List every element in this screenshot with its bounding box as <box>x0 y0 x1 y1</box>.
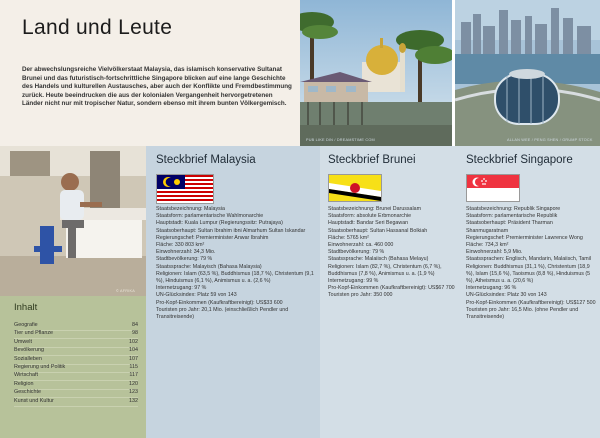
toc-label: Regierung und Politik <box>14 364 66 370</box>
fact-line: Staatsform: parlamentarische Republik <box>466 213 558 220</box>
toc-page: 98 <box>132 330 138 337</box>
fact-line: Staatsbezeichnung: Malaysia <box>156 206 225 212</box>
photo-credit: © AFRIKA <box>116 289 135 293</box>
fact-line: Religionen: Islam (82,7 %), Christentum (6,7 %), Buddhismus (7,8 %), Animismus u. a. (1,9 %) <box>328 263 442 277</box>
fact-line: Staatsbezeichnung: Brunei Darussalam <box>328 206 422 212</box>
malaysia-flag-icon <box>156 174 214 204</box>
fact-line: Staatsform: absolute Erbmonarchie <box>328 213 412 220</box>
fact-line: Pro-Kopf-Einkommen (Kaufkraftbereinigt): US$33 600 <box>156 299 283 306</box>
toc-page: 84 <box>132 322 138 328</box>
fact-line: Fläche: 734,3 km² <box>466 242 509 249</box>
toc-label: Sozialleben <box>14 355 42 362</box>
singapore-facts <box>466 206 596 321</box>
toc-label: Bevölkerung <box>14 347 44 354</box>
toc-label: Tier und Pflanze <box>14 330 54 337</box>
toc-label: Wirtschaft <box>14 372 38 379</box>
fact-line: Staatsform: parlamentarische Wahlmonarchie <box>156 213 264 220</box>
fact-line: Fläche: 330 803 km² <box>156 242 205 249</box>
fact-line: Staatsoberhaupt: Präsident Tharman Shanmugaratnam <box>466 220 553 234</box>
singapore-profile-panel <box>460 146 600 438</box>
photo-credit: PUB LIKE DIN / DREAMSTIME COM <box>306 138 375 142</box>
toc-page: 107 <box>129 355 138 362</box>
fact-line: Touristen pro Jahr: 20,1 Mio. (einschließlich Pendler und Transitreisende) <box>156 306 289 321</box>
malaysia-profile-panel <box>146 146 320 438</box>
fact-line: Regierungschef: Premierminister Lawrence Wong <box>466 234 583 241</box>
contents-title: Inhalt <box>14 302 38 313</box>
photo-credit: ALLAN WEE / PENG SHEN / GRUMP STOCK <box>507 138 593 142</box>
fact-line: Hauptstadt: Bandar Seri Begawan <box>328 220 409 227</box>
toc-label: Umwelt <box>14 338 32 345</box>
page-title: Land und Leute <box>22 16 173 39</box>
toc-page: 132 <box>129 397 138 404</box>
fact-line: Hauptstadt: Kuala Lumpur (Regierungssitz: Putrajaya) <box>156 220 283 227</box>
malaysia-title: Steckbrief Malaysia <box>156 154 256 166</box>
toc-label: Geografie <box>14 322 38 328</box>
fact-line: Internetzugang: 97 % <box>156 285 207 292</box>
fact-line: UN-Glücksindex: Platz 59 von 143 <box>156 292 237 299</box>
fact-line: Einwohnerzahl: 5,9 Mio. <box>466 249 523 256</box>
fact-line: Staatsbezeichnung: Republik Singapore <box>466 206 561 212</box>
fact-line: Religionen: Islam (63,5 %), Buddhismus (18,7 %), Christentum (9,1 %), Hinduismus (6,1 %), Animismus u. a. (2,6 %) <box>156 270 314 285</box>
fact-line: Staatssprache: Malaiisch (Bahasa Melayu) <box>328 256 429 263</box>
malaysia-facts <box>156 206 316 321</box>
toc-page: 102 <box>129 338 138 345</box>
fact-line: Regierungschef: Premierminister Anwar Ibrahim <box>156 234 269 241</box>
fact-line: Stadtbevölkerung: 79 % <box>156 256 213 263</box>
fact-line: Einwohnerzahl: 34,3 Mio. <box>156 249 216 256</box>
toc-page: 115 <box>129 364 138 370</box>
brunei-profile-panel <box>320 146 460 438</box>
toc-row[interactable] <box>14 398 138 407</box>
singapore-flag-icon <box>466 174 520 202</box>
fact-line: Staatssprachen: Englisch, Mandarin, Malaiisch, Tamil <box>466 256 592 263</box>
toc-page: 104 <box>129 347 138 354</box>
fact-line: Pro-Kopf-Einkommen (Kaufkraftbereinigt): US$127 500 <box>466 299 596 306</box>
fact-line: UN-Glücksindex: Platz 30 von 143 <box>466 292 547 299</box>
fact-line: Pro-Kopf-Einkommen (Kaufkraftbereinigt): US$67 700 <box>328 285 455 292</box>
toc-label: Religion <box>14 380 34 387</box>
fact-line: Fläche: 5765 km² <box>328 234 369 241</box>
toc-label: Kunst und Kultur <box>14 397 54 404</box>
toc-page: 117 <box>129 372 138 379</box>
fact-line: Touristen pro Jahr: 350 000 <box>328 292 393 299</box>
fact-line: Staatssprache: Malayisch (Bahasa Malaysia) <box>156 263 262 270</box>
man-at-table-photo <box>0 146 146 296</box>
intro-paragraph: Der abwechslungsreiche Vielvölkerstaat Malaysia, das islamisch konservative Sultanat Brunei und das futuristisch-fortschrittliche Singapore blicken auf eine lange Geschichte des Handels und kulturellen Austausches, aber auch der Konflikte und Fremdbestimmung zurück. Heute beeindrucken die aus der kolonialen Vergangenheit hervorgetretenen Länder nicht nur mit tropischer Natur, sondern ebenso mit ihrem bunten Völkergemisch. <box>22 66 292 107</box>
fact-line: Internetzugang: 96 % <box>466 285 517 292</box>
toc-label: Geschichte <box>14 389 41 396</box>
fact-line: Einwohnerzahl: ca. 460 000 <box>328 242 394 249</box>
toc-page: 120 <box>129 380 138 387</box>
brunei-title: Steckbrief Brunei <box>328 154 416 166</box>
brunei-flag-icon <box>328 174 382 202</box>
singapore-skyline-photo <box>455 0 600 146</box>
fact-line: Touristen pro Jahr: 16,5 Mio. (ohne Pendler und Transitreisende) <box>466 306 579 321</box>
fact-line: Religionen: Buddhismus (31,1 %), Christentum (18,9 %), Islam (15,6 %), Taoismus (8,8 %), Hinduismus (5 %), Atheismus u. a. (20,6 %) <box>466 263 591 285</box>
fact-line: Stadtbevölkerung: 79 % <box>328 249 385 256</box>
brunei-mosque-photo <box>300 0 452 146</box>
fact-line: Staatsoberhaupt: Sultan Hassanal Bolkiah <box>328 227 428 234</box>
fact-line: Staatsoberhaupt: Sultan Ibrahim ibni Almarhum Sultan Iskandar <box>156 227 306 234</box>
singapore-title: Steckbrief Singapore <box>466 154 573 166</box>
fact-line: Internetzugang: 99 % <box>328 278 379 285</box>
brunei-facts <box>328 206 456 300</box>
toc-page: 123 <box>129 389 138 396</box>
